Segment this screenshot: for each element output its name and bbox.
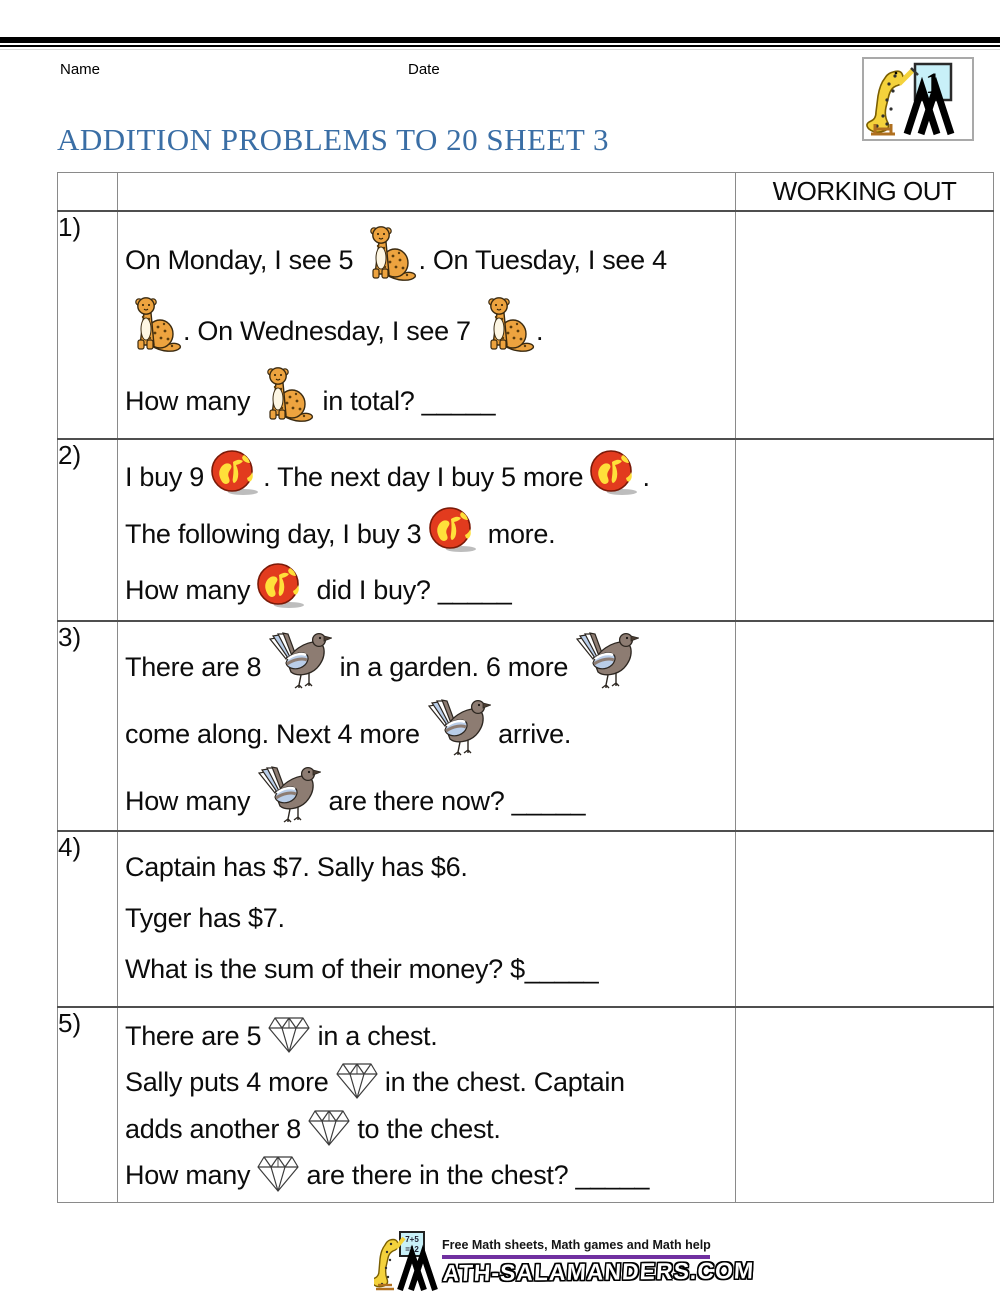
problem-number: 4) xyxy=(58,831,118,1007)
problem-number: 2) xyxy=(58,439,118,621)
problem-text: . xyxy=(535,315,544,346)
problem-line xyxy=(125,852,735,883)
bird-icon xyxy=(575,629,639,689)
bird-icon xyxy=(268,629,332,689)
problem-line xyxy=(125,226,735,282)
problem-text: Tyger has $7. xyxy=(125,902,285,933)
header-number-cell xyxy=(58,173,118,211)
problem-text: How many xyxy=(125,785,258,816)
problems-body xyxy=(58,173,994,1203)
problem-line xyxy=(125,507,735,553)
footer-salamander-logo-icon xyxy=(374,1230,440,1292)
problem-line xyxy=(125,696,735,756)
footer-brand: ATH-SALAMANDERS.COM xyxy=(442,1257,756,1286)
working-out-cell[interactable] xyxy=(736,621,994,831)
problem-line xyxy=(125,1109,735,1147)
problem-text: come along. Next 4 more xyxy=(125,718,427,749)
problem-text: I buy 9 xyxy=(125,462,212,492)
problem-text-cell xyxy=(118,621,736,831)
problem-text: . xyxy=(642,462,650,492)
svg-text:1: 1 xyxy=(925,67,941,100)
problem-text: did I buy? _____ xyxy=(309,575,512,605)
problem-text: How many xyxy=(125,1160,258,1191)
problem-text: in the chest. Captain xyxy=(377,1067,625,1098)
problem-text: arrive. xyxy=(490,718,572,749)
table-row xyxy=(58,621,994,831)
table-row xyxy=(58,439,994,621)
problem-text: in total? _____ xyxy=(315,386,496,416)
table-row xyxy=(58,1007,994,1203)
problem-text: The following day, I buy 3 xyxy=(125,518,429,549)
problem-line xyxy=(125,903,735,934)
problem-line xyxy=(125,763,735,823)
header-problem-cell xyxy=(118,173,736,211)
problem-line xyxy=(125,450,735,496)
problem-text-cell xyxy=(118,439,736,621)
problems-table xyxy=(57,172,994,1203)
svg-text:=12: =12 xyxy=(405,1245,419,1254)
problem-text: Captain has $7. Sally has $6. xyxy=(125,851,468,882)
cheetah-icon xyxy=(360,226,418,282)
problem-text: How many xyxy=(125,575,258,605)
diamond-icon xyxy=(257,1155,299,1193)
cheetah-icon xyxy=(257,367,315,423)
footer xyxy=(374,1228,756,1292)
problem-number: 1) xyxy=(58,211,118,439)
working-out-cell[interactable] xyxy=(736,1007,994,1203)
diamond-icon xyxy=(336,1062,378,1100)
svg-text:7+5: 7+5 xyxy=(405,1235,419,1244)
name-label: Name xyxy=(60,61,101,78)
working-out-header: WORKING OUT xyxy=(736,173,994,211)
problem-text: are there now? _____ xyxy=(321,785,586,816)
ball-icon xyxy=(590,450,642,496)
ball-icon xyxy=(257,563,309,609)
problem-text: adds another 8 xyxy=(125,1113,309,1144)
table-row xyxy=(58,211,994,439)
working-out-cell[interactable] xyxy=(736,439,994,621)
diamond-icon xyxy=(268,1016,310,1054)
problem-text-cell xyxy=(118,1007,736,1203)
problem-line xyxy=(125,629,735,689)
table-header-row xyxy=(58,173,994,211)
cheetah-icon xyxy=(125,297,183,353)
page-title: ADDITION PROBLEMS TO 20 SHEET 3 xyxy=(57,122,610,157)
bird-icon xyxy=(257,763,321,823)
top-rule-thin xyxy=(0,45,1000,47)
problem-text: are there in the chest? _____ xyxy=(299,1160,650,1191)
problem-text: in a chest. xyxy=(310,1020,438,1051)
problem-text: There are 8 xyxy=(125,651,269,682)
problem-text: There are 5 xyxy=(125,1020,269,1051)
footer-tagline: Free Math sheets, Math games and Math help xyxy=(442,1238,711,1252)
working-out-cell[interactable] xyxy=(736,211,994,439)
top-rule-thick xyxy=(0,37,1000,43)
bird-icon xyxy=(427,696,491,756)
table-row xyxy=(58,831,994,1007)
top-rule-faint xyxy=(0,49,1000,50)
ball-icon xyxy=(211,450,263,496)
diamond-icon xyxy=(308,1109,350,1147)
problem-line xyxy=(125,367,735,423)
problem-line xyxy=(125,1062,735,1100)
problem-text: . The next day I buy 5 more xyxy=(263,462,591,492)
problem-line xyxy=(125,1016,735,1054)
problem-text: How many xyxy=(125,386,258,416)
problem-text: . On Wednesday, I see 7 xyxy=(183,315,478,346)
problem-number: 5) xyxy=(58,1007,118,1203)
problem-number: 3) xyxy=(58,621,118,831)
problem-line xyxy=(125,1155,735,1193)
cheetah-icon xyxy=(478,297,536,353)
problem-text: . On Tuesday, I see 4 xyxy=(418,245,667,275)
ball-icon xyxy=(429,507,481,553)
problem-line xyxy=(125,563,735,609)
date-label: Date xyxy=(408,61,440,78)
problem-text: more. xyxy=(480,518,556,549)
problem-text: in a garden. 6 more xyxy=(332,651,576,682)
working-out-cell[interactable] xyxy=(736,831,994,1007)
problem-text-cell xyxy=(118,211,736,439)
problem-text: What is the sum of their money? $_____ xyxy=(125,954,599,985)
problem-text: Sally puts 4 more xyxy=(125,1067,336,1098)
problem-text: to the chest. xyxy=(350,1113,501,1144)
problem-text: On Monday, I see 5 xyxy=(125,245,361,275)
problem-line xyxy=(125,297,735,353)
problem-line xyxy=(125,954,735,985)
problem-text-cell xyxy=(118,831,736,1007)
